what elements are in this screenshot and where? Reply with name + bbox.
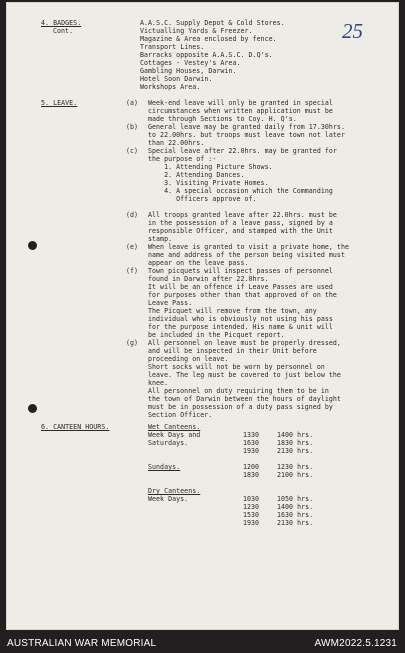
leave-item-line: Week-end leave will only be granted in special — [148, 99, 333, 107]
section-4-line: Barracks opposite A.A.S.C. D.Q's. — [140, 51, 273, 59]
section-4-line: Transport Lines. — [140, 43, 205, 51]
leave-item-mark: (c) — [126, 147, 139, 155]
leave-item-line: All personnel on duty requiring them to be in — [148, 387, 329, 395]
section-4-line: Gambling Houses, Darwin. — [140, 67, 237, 75]
section-5-heading: 5. LEAVE. — [41, 99, 78, 107]
leave-item-line: Town picquets will inspect passes of personnel — [148, 267, 333, 275]
leave-item-line: responsible Officer, and stamped with the Unit — [148, 227, 333, 235]
leave-item-line: When leave is granted to visit a private home, the — [148, 243, 349, 251]
leave-item-line: and will be inspected in their Unit before — [148, 347, 317, 355]
leave-item-line: leave. The leg must be covered to just below the — [148, 371, 341, 379]
wet-row-label: Saturdays. — [148, 439, 189, 447]
section-4-line: Victualling Yards & Freezer. — [140, 27, 253, 35]
dry-row-to: 2130 hrs. — [277, 519, 314, 527]
document-page — [6, 2, 399, 630]
leave-item-line: made through Sections to Coy. H. Q's. — [148, 115, 297, 123]
wet-row-to: 1830 hrs. — [277, 439, 314, 447]
wet-row-from: 1930 — [243, 447, 260, 455]
dry-canteens-title: Dry Canteens. — [148, 487, 201, 495]
leave-item-line: General leave may be granted daily from 17.30hrs. — [148, 123, 345, 131]
leave-item-line: individual who is obviously not using his pass — [148, 315, 333, 323]
leave-item-mark: (g) — [126, 339, 139, 347]
sundays-label: Sundays. — [148, 463, 181, 471]
section-4-line: Cottages - Vestey's Area. — [140, 59, 241, 67]
leave-item-line: All troops granted leave after 22.0hrs. must be — [148, 211, 337, 219]
footer-institution: AUSTRALIAN WAR MEMORIAL — [7, 638, 157, 649]
leave-item-line: knee. — [148, 379, 169, 387]
leave-item-line: It will be an offence if Leave Passes are used — [148, 283, 333, 291]
section-4-line: Magazine & Area enclosed by fence. — [140, 35, 277, 43]
leave-item-line: 1. Attending Picture Shows. — [148, 163, 273, 171]
leave-item-line: name and address of the person being visited must — [148, 251, 345, 259]
dry-row-to: 1050 hrs. — [277, 495, 314, 503]
dry-row-from: 1930 — [243, 519, 260, 527]
sunday-row-to: 1230 hrs. — [277, 463, 314, 471]
leave-item-line: to 22.00hrs. but troops must leave town not later — [148, 131, 345, 139]
leave-item-line: the purpose of :- — [148, 155, 217, 163]
wet-row-label: Week Days and — [148, 431, 201, 439]
wet-row-from: 1630 — [243, 439, 260, 447]
leave-item-line: proceeding on leave. — [148, 355, 229, 363]
leave-item-mark: (e) — [126, 243, 139, 251]
leave-item-mark: (b) — [126, 123, 139, 131]
leave-item-line: stamp. — [148, 235, 173, 243]
leave-item-line: the town of Darwin between the hours of daylight — [148, 395, 341, 403]
sunday-row-from: 1830 — [243, 471, 260, 479]
leave-item-line: than 22.00hrs. — [148, 139, 205, 147]
section-6-heading: 6. CANTEEN HOURS. — [41, 423, 110, 431]
leave-item-line: Special leave after 22.0hrs. may be granted for — [148, 147, 337, 155]
leave-item-mark: (a) — [126, 99, 139, 107]
leave-item-line: 2. Attending Dances. — [148, 171, 245, 179]
section-4-cont: Cont. — [53, 27, 74, 35]
section-4-line: Workshops Area. — [140, 83, 201, 91]
punch-hole — [28, 241, 37, 250]
wet-row-to: 2130 hrs. — [277, 447, 314, 455]
leave-item-line: be included in the Picquet report. — [148, 331, 285, 339]
leave-item-line: Short socks will not be worn by personnel on — [148, 363, 325, 371]
handwritten-page-number: 25 — [342, 19, 363, 43]
leave-item-mark: (f) — [126, 267, 139, 275]
punch-hole — [28, 404, 37, 413]
sunday-row-to: 2100 hrs. — [277, 471, 314, 479]
sunday-row-from: 1200 — [243, 463, 260, 471]
section-4-heading: 4. BADGES. — [41, 19, 82, 27]
leave-item-line: All personnel on leave must be properly dressed, — [148, 339, 341, 347]
dry-row-from: 1530 — [243, 511, 260, 519]
leave-item-line: appear on the leave pass. — [148, 259, 249, 267]
leave-item-line: Officers approve of. — [148, 195, 257, 203]
dry-row-from: 1230 — [243, 503, 260, 511]
leave-item-mark: (d) — [126, 211, 139, 219]
section-4-line: A.A.S.C. Supply Depot & Cold Stores. — [140, 19, 285, 27]
leave-item-line: found in Darwin after 22.0hrs. — [148, 275, 269, 283]
footer-accession-number: AWM2022.5.1231 — [314, 638, 397, 649]
leave-item-line: must be in possession of a duty pass signed by — [148, 403, 333, 411]
dry-canteens-sub: Week Days. — [148, 495, 189, 503]
leave-item-line: Section Officer. — [148, 411, 213, 419]
leave-item-line: 3. Visiting Private Homes. — [148, 179, 269, 187]
leave-item-line: 4. A special occasion which the Commanding — [148, 187, 333, 195]
dry-row-from: 1030 — [243, 495, 260, 503]
wet-canteens-title: Wet Canteens. — [148, 423, 201, 431]
leave-item-line: for purposes other than that approved of on the — [148, 291, 337, 299]
leave-item-line: Leave Pass. — [148, 299, 193, 307]
wet-row-to: 1400 hrs. — [277, 431, 314, 439]
leave-item-line: circumstances when written application must be — [148, 107, 333, 115]
wet-row-from: 1330 — [243, 431, 260, 439]
leave-item-line: for the purpose intended. His name & unit will — [148, 323, 333, 331]
dry-row-to: 1630 hrs. — [277, 511, 314, 519]
section-4-line: Hotel Soon Darwin. — [140, 75, 213, 83]
dry-row-to: 1400 hrs. — [277, 503, 314, 511]
leave-item-line: in the possession of a leave pass, signed by a — [148, 219, 333, 227]
leave-item-line: The Picquet will remove from the town, any — [148, 307, 317, 315]
